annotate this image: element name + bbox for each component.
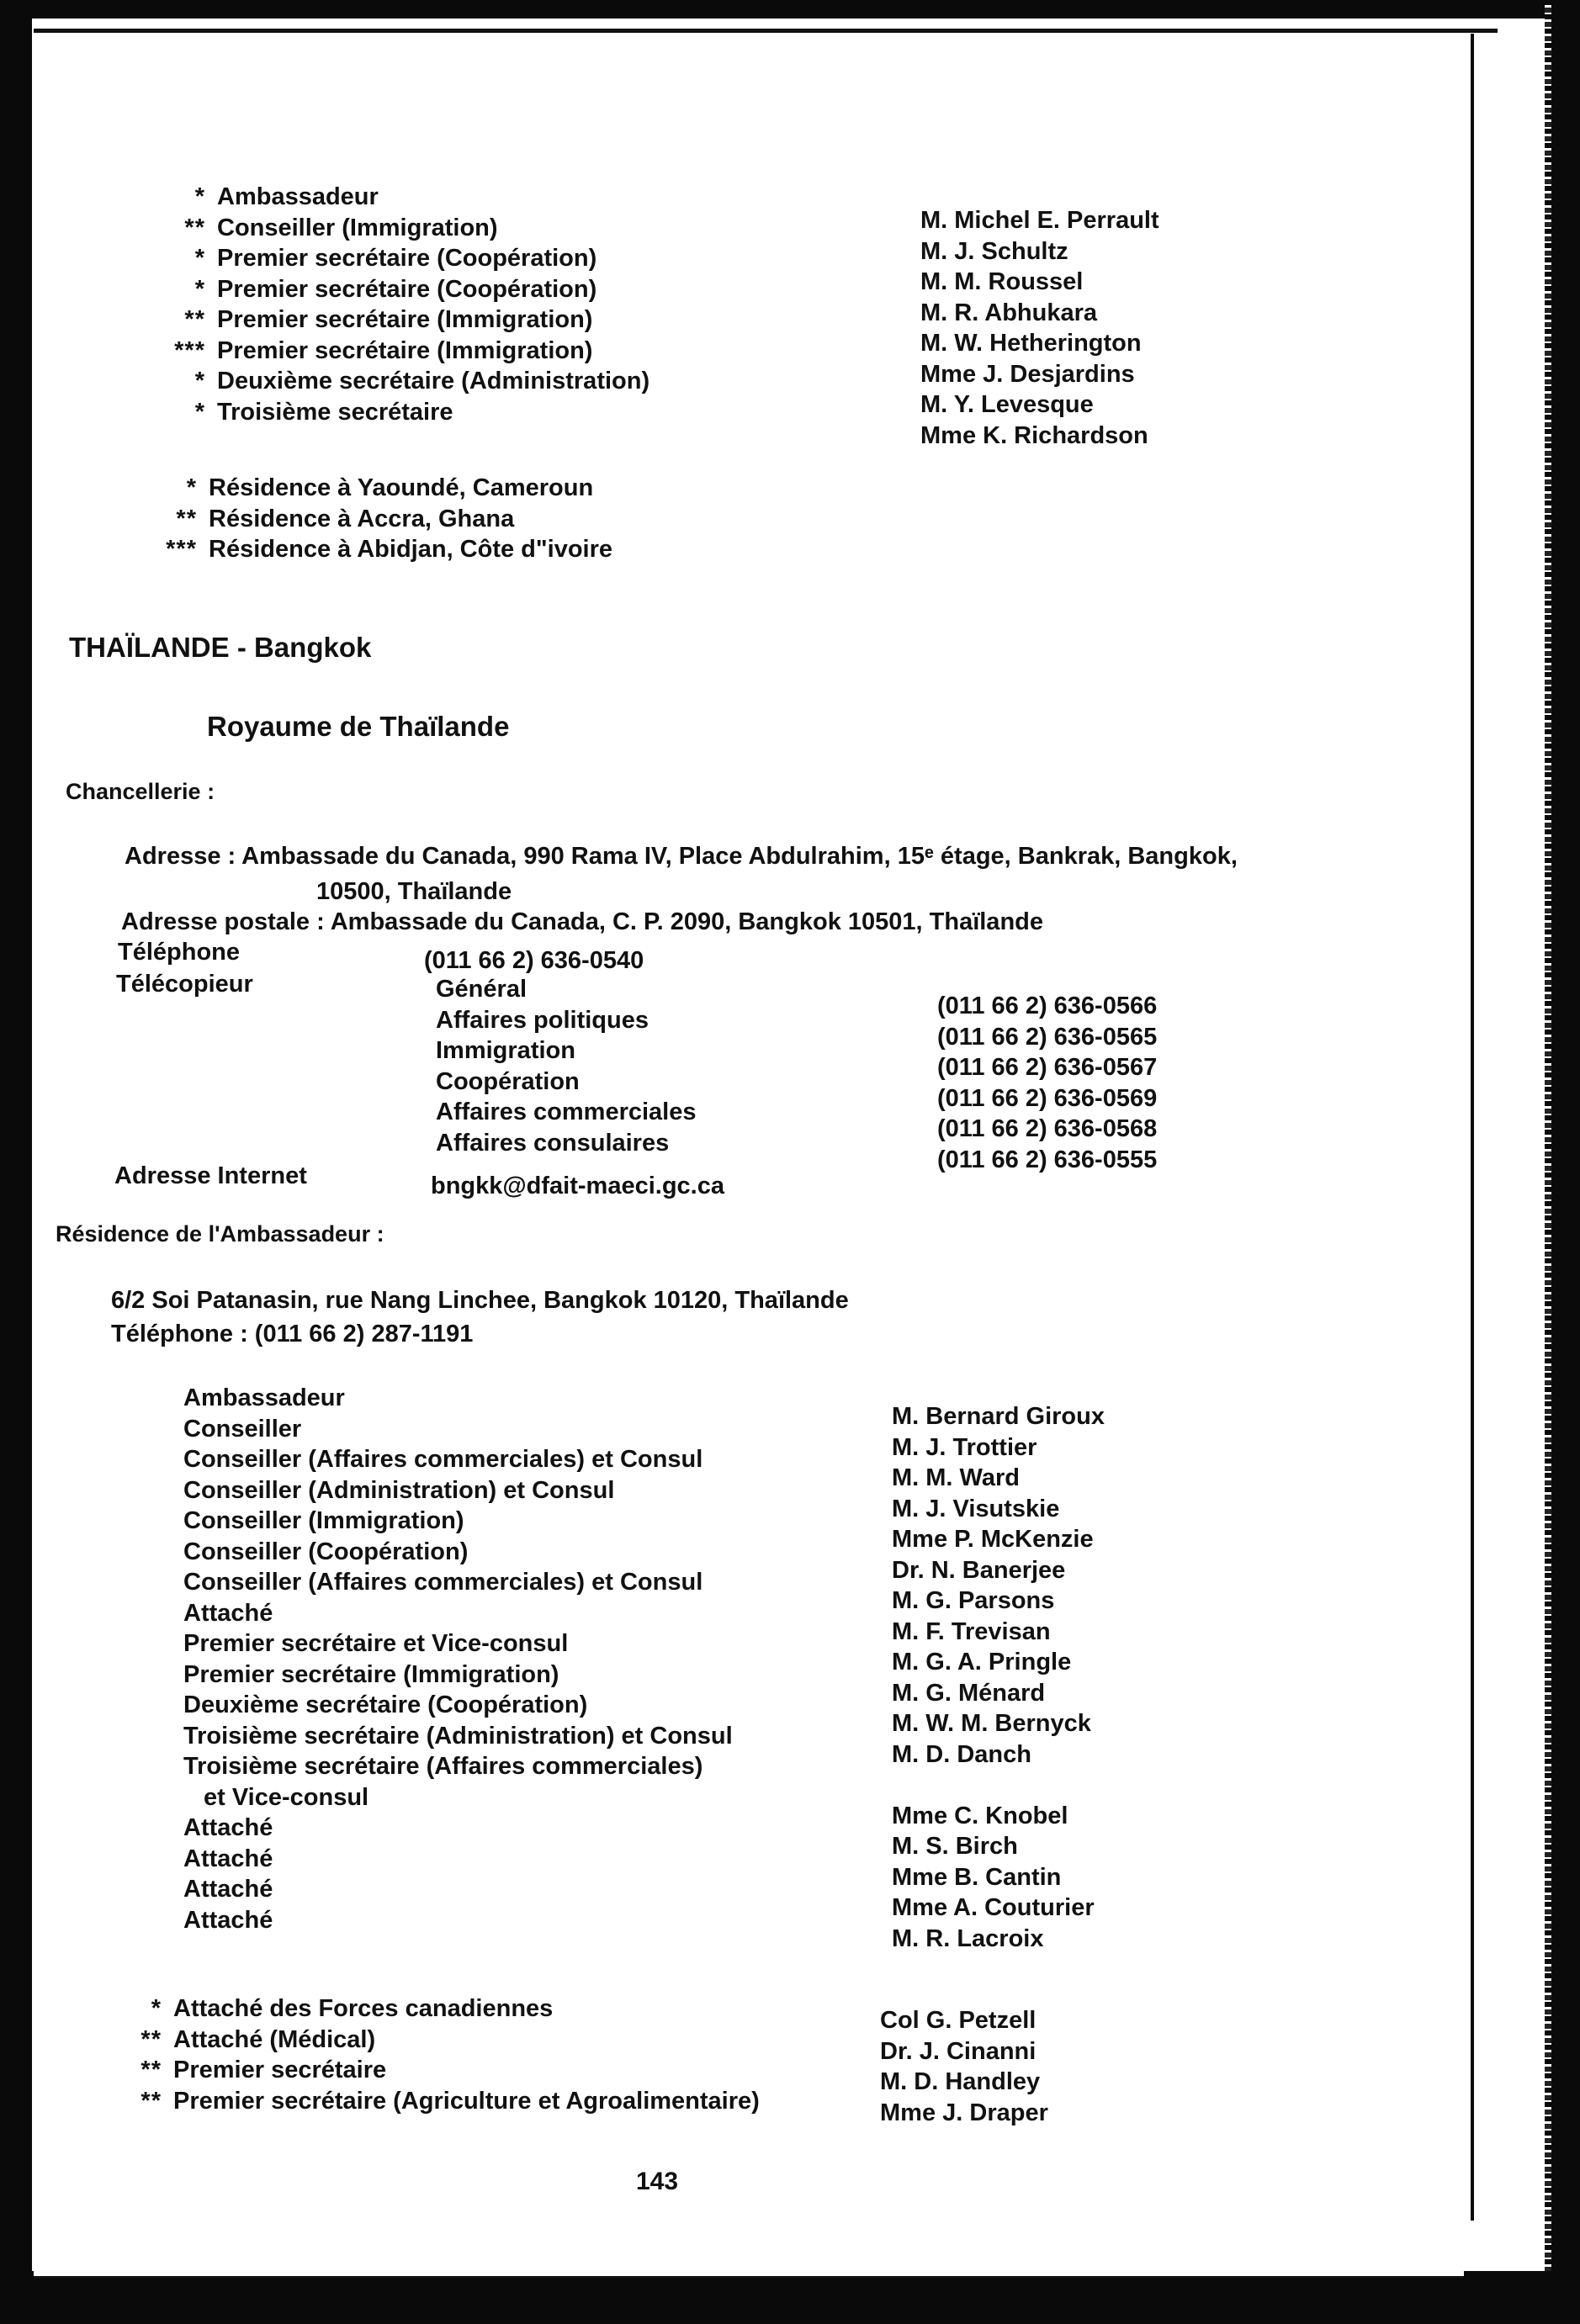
fax-departments [436,974,697,1158]
nonresident-names-list [880,2005,1048,2128]
staff-name: Mme A. Couturier [892,1894,1095,1921]
residence-telephone: Téléphone : (011 66 2) 287-1191 [111,1321,474,1347]
staff-name: M. F. Trevisan [892,1617,1051,1645]
fax-department: Immigration [436,1037,575,1064]
staff-role: Attaché [183,1845,273,1872]
binding-rule [1471,34,1474,2221]
fax-numbers [937,991,1157,1175]
staff-roles-list [183,1383,733,1935]
fax-number: (011 66 2) 636-0569 [937,1084,1158,1112]
scan-border-bottom [0,2271,1580,2324]
fax-department: Affaires commerciales [436,1098,697,1125]
role-row: * Premier secrétaire (Coopération) [194,275,597,303]
internet-address: bngkk@dfait-maeci.gc.ca [431,1173,724,1199]
staff-role: Conseiller (Affaires commerciales) et Consul [183,1446,703,1473]
staff-role: Conseiller (Administration) et Consul [183,1476,615,1504]
name-row: M. Michel E. Perrault [920,207,1159,234]
nonresident-roles-list [113,1993,760,2116]
role-row: ** Conseiller (Immigration) [184,214,498,241]
residence-heading: Résidence de l'Ambassadeur : [56,1221,384,1247]
telephone-label: Téléphone [118,939,241,966]
role-row: * Ambassadeur [194,183,379,210]
name-row: Mme J. Desjardins [920,360,1135,388]
name-row: Mme K. Richardson [920,421,1148,449]
fax-department: Général [436,976,527,1003]
fax-number: (011 66 2) 636-0566 [937,993,1158,1019]
staff-name: M. G. Parsons [892,1587,1055,1614]
staff-role: Attaché [183,1599,273,1627]
previous-names-list [920,205,1159,451]
staff-name: M. W. M. Bernyck [892,1710,1091,1737]
scan-border-right [1548,0,1580,2324]
staff-role: Troisième secrétaire (Administration) et Consul [183,1722,733,1750]
chancery-address-line1: Adresse : Ambassade du Canada, 990 Rama IV, Place Abdulrahim, 15ᵉ étage, Bankrak, Bangkok, [125,843,1238,870]
nonresident-name: Mme J. Draper [880,2099,1048,2126]
staff-role: Troisième secrétaire (Affaires commerciales) [183,1753,703,1780]
staff-role: et Vice-consul [204,1783,369,1811]
staff-role: Attaché [183,1814,273,1841]
staff-role: Premier secrétaire (Immigration) [183,1660,559,1688]
name-row: M. R. Abhukara [920,299,1098,326]
staff-name: Mme P. McKenzie [892,1526,1094,1553]
residence-notes [148,473,612,565]
staff-name: M. R. Lacroix [892,1924,1044,1952]
internet-label: Adresse Internet [114,1162,307,1189]
telephone-value: (011 66 2) 636-0540 [424,947,644,974]
staff-role: Conseiller [183,1415,302,1443]
staff-name: Dr. N. Banerjee [892,1556,1066,1584]
staff-name: M. S. Birch [892,1833,1018,1860]
residence-address: 6/2 Soi Patanasin, rue Nang Linchee, Bangkok 10120, Thaïlande [111,1287,849,1314]
staff-name: M. G. A. Pringle [892,1649,1072,1676]
staff-role: Premier secrétaire et Vice-consul [183,1630,569,1657]
top-rule [34,29,1498,33]
list-spacer [892,1770,1105,1801]
role-row: ** Premier secrétaire (Immigration) [184,306,593,333]
fax-department: Coopération [436,1067,580,1095]
staff-name: M. G. Ménard [892,1679,1046,1707]
bottom-rule [34,2251,1464,2279]
nonresident-name: Dr. J. Cinanni [880,2037,1037,2065]
fax-department: Affaires consulaires [436,1129,670,1157]
chancery-heading: Chancellerie : [66,779,215,804]
fax-label: Télécopieur [116,971,253,998]
staff-role: Ambassadeur [183,1384,345,1411]
role-row: * Deuxième secrétaire (Administration) [194,368,650,394]
staff-role: Attaché [183,1906,273,1934]
role-row: * Premier secrétaire (Coopération) [194,245,597,272]
name-row: M. Y. Levesque [920,391,1094,418]
scan-edge-noise [1545,0,1551,2324]
chancery-postal-address: Adresse postale : Ambassade du Canada, C. P. 2090, Bangkok 10501, Thaïlande [121,908,1043,935]
nonresident-role: * Attaché des Forces canadiennes [151,1995,554,2022]
role-row: *** Premier secrétaire (Immigration) [174,336,593,364]
residence-note: *** Résidence à Abidjan, Côte d"ivoire [166,536,613,563]
name-row: M. J. Schultz [920,237,1068,265]
staff-names-list [892,1401,1105,1954]
scan-border-top [0,0,1580,19]
residence-note: * Résidence à Yaoundé, Cameroun [186,474,594,501]
country-heading: THAÏLANDE - Bangkok [69,632,372,663]
staff-name: M. Bernard Giroux [892,1403,1105,1430]
fax-number: (011 66 2) 636-0555 [937,1146,1158,1173]
staff-name: Mme C. Knobel [892,1802,1068,1829]
staff-name: M. D. Danch [892,1740,1031,1768]
fax-number: (011 66 2) 636-0567 [937,1054,1158,1081]
staff-role: Conseiller (Immigration) [183,1507,464,1534]
staff-role: Attaché [183,1876,273,1903]
country-official-name: Royaume de Thaïlande [207,711,510,742]
fax-number: (011 66 2) 636-0568 [937,1115,1158,1142]
scan-border-left [0,0,32,2324]
nonresident-role: ** Attaché (Médical) [141,2025,376,2053]
nonresident-name: M. D. Handley [880,2068,1041,2095]
fax-department: Affaires politiques [436,1006,649,1034]
staff-role: Conseiller (Coopération) [183,1538,469,1565]
staff-role: Conseiller (Affaires commerciales) et Consul [183,1569,703,1596]
nonresident-role: ** Premier secrétaire [141,2057,387,2083]
chancery-address-line2: 10500, Thaïlande [316,878,512,905]
role-row: * Troisième secrétaire [194,398,453,426]
nonresident-name: Col G. Petzell [880,2007,1037,2034]
name-row: M. M. Roussel [920,268,1084,295]
staff-name: Mme B. Cantin [892,1863,1062,1891]
staff-name: M. J. Trottier [892,1433,1037,1461]
previous-roles-list [156,182,649,427]
fax-number: (011 66 2) 636-0565 [937,1023,1158,1051]
staff-role: Deuxième secrétaire (Coopération) [183,1691,588,1718]
staff-name: M. M. Ward [892,1464,1020,1491]
staff-name: M. J. Visutskie [892,1495,1060,1522]
name-row: M. W. Hetherington [920,330,1142,357]
page-number: 143 [636,2168,679,2195]
nonresident-role: ** Premier secrétaire (Agriculture et Agroalimentaire) [141,2087,760,2115]
residence-note: ** Résidence à Accra, Ghana [176,505,515,532]
